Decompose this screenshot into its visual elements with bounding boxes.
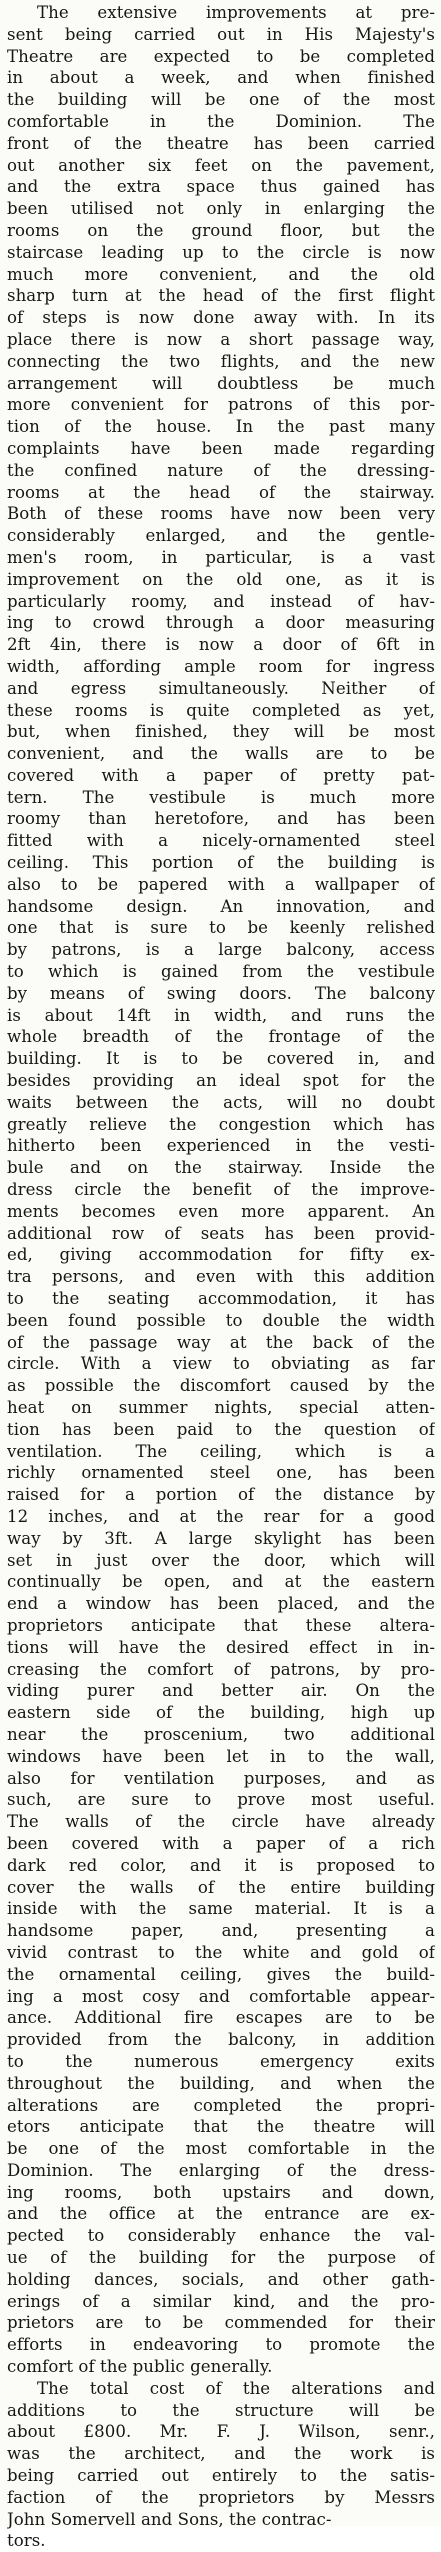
article-line: sharp turn at the head of the first flight [7,286,435,306]
article-line: ing rooms, both upstairs and down, [7,2182,435,2202]
article-line: creasing the comfort of patrons, by pro- [7,1659,435,1679]
article-line: eastern side of the building, high up [7,1703,435,1723]
article-line: rooms on the ground floor, but the [7,220,435,240]
article-line: the ornamental ceiling, gives the build- [7,1964,435,1984]
article-line: considerably enlarged, and the gentle- [7,526,435,546]
article-line: about £800. Mr. F. J. Wilson, senr., [7,2422,435,2442]
article-line: additions to the structure will be [7,2400,435,2420]
article-line: proprietors anticipate that these altera- [7,1615,435,1635]
article-line: been found possible to double the width [7,1310,435,1330]
article-line: by means of swing doors. The balcony [7,983,435,1003]
article-line: tors. [7,2531,46,2551]
article-line: to the seating accommodation, it has [7,1289,435,1309]
article-line: dark red color, and it is proposed to [7,1855,435,1875]
article-line: dress circle the benefit of the improve- [7,1180,435,1200]
article-line: tions will have the desired effect in in- [7,1637,435,1657]
article-line: pected to considerably enhance the val- [7,2226,435,2246]
article-line: comfortable in the Dominion. The [7,111,435,131]
article-line: out another six feet on the pavement, [7,155,435,175]
article-line: one that is sure to be keenly relished [7,918,435,938]
article-line: much more convenient, and the old [7,264,435,284]
article-line: greatly relieve the congestion which has [7,1114,435,1134]
article-line: complaints have been made regarding [7,438,435,458]
article-line: efforts in endeavoring to promote the [7,2335,435,2355]
article-line: The walls of the circle have already [7,1812,435,1832]
article-line: also to be papered with a wallpaper of [7,874,435,894]
article-line: ing to crowd through a door measuring [7,613,435,633]
article-line: raised for a portion of the distance by [7,1485,435,1505]
article-line: Both of these rooms have now been very [7,504,435,524]
article-line: erings of a similar kind, and the pro- [7,2291,435,2311]
article-line: staircase leading up to the circle is now [7,242,435,262]
article-line: to the numerous emergency exits [7,2051,435,2071]
article-line: of the passage way at the back of the [7,1332,435,1352]
article-line: tion has been paid to the question of [7,1419,435,1439]
article-line: way by 3ft. A large skylight has been [7,1528,435,1548]
article-line: the building will be one of the most [7,90,435,110]
article-line: windows have been let in to the wall, [7,1746,435,1766]
article-line: 12 inches, and at the rear for a good [7,1506,435,1526]
article-line: covered with a paper of pretty pat- [7,765,435,785]
article-line: ments becomes even more apparent. An [7,1201,435,1221]
article-line: being carried out entirely to the satis- [7,2466,435,2486]
article-line: ventilation. The ceiling, which is a [7,1441,435,1461]
article-line: be one of the most comfortable in the [7,2139,435,2159]
article-line: provided from the balcony, in addition [7,2030,435,2050]
article-line: by patrons, is a large balcony, access [7,940,435,960]
article-line: handsome design. An innovation, and [7,896,435,916]
article-line: 2ft 4in, there is now a door of 6ft in [7,635,435,655]
article-line: tern. The vestibule is much more [7,787,435,807]
article-line: front of the theatre has been carried [7,133,435,153]
article-line: connecting the two flights, and the new [7,351,435,371]
article-line: ed, giving accommodation for fifty ex- [7,1245,435,1265]
article-line: arrangement will doubtless be much [7,373,435,393]
article-line: building. It is to be covered in, and [7,1049,435,1069]
article-line: whole breadth of the frontage of the [7,1027,435,1047]
article-line: sent being carried out in His Majesty's [7,24,435,44]
article-line: in about a week, and when finished [7,68,435,88]
article-line: these rooms is quite completed as yet, [7,700,435,720]
article-line: alterations are completed the propri- [7,2095,435,2115]
article-line: men's room, in particular, is a vast [7,547,435,567]
article-line: etors anticipate that the theatre will [7,2117,435,2137]
article-line: and egress simultaneously. Neither of [7,678,435,698]
article-line: tion of the house. In the past many [7,417,435,437]
article-line: comfort of the public generally. [7,2357,273,2377]
article-line: been covered with a paper of a rich [7,1833,435,1853]
article-line: hitherto been experienced in the vesti- [7,1136,435,1156]
article-line: holding dances, socials, and other gath- [7,2269,435,2289]
article-line: handsome paper, and, presenting a [7,1921,435,1941]
article-line: near the proscenium, two additional [7,1724,435,1744]
article-line: particularly roomy, and instead of hav- [7,591,435,611]
article-line: width, affording ample room for ingress [7,656,435,676]
article-line: circle. With a view to obviating as far [7,1354,435,1374]
article-line: prietors are to be commended for their [7,2313,435,2333]
article-line: viding purer and better air. On the [7,1681,435,1701]
article-line: been utilised not only in enlarging the [7,199,435,219]
article-line: ceiling. This portion of the building is [7,853,435,873]
article-line: such, are sure to prove most useful. [7,1790,435,1810]
article-line: rooms at the head of the stairway. [7,482,435,502]
article-line: waits between the acts, will no doubt [7,1092,435,1112]
article-line: and the office at the entrance are ex- [7,2204,435,2224]
article-line: ance. Additional fire escapes are to be [7,2008,435,2028]
article-line: of steps is now done away with. In its [7,308,435,328]
article-line: Dominion. The enlarging of the dress- [7,2160,435,2180]
article-line: richly ornamented steel one, has been [7,1463,435,1483]
article-line: was the architect, and the work is [7,2444,435,2464]
article-line: to which is gained from the vestibule [7,962,435,982]
article-line: more convenient for patrons of this por- [7,395,435,415]
article-line: inside with the same material. It is a [7,1899,435,1919]
article-line: place there is now a short passage way, [7,329,435,349]
article-line: is about 14ft in width, and runs the [7,1005,435,1025]
article-line: also for ventilation purposes, and as [7,1768,435,1788]
article-line: and the extra space thus gained has [7,177,435,197]
article-line: set in just over the door, which will [7,1550,435,1570]
article-line: improvement on the old one, as it is [7,569,435,589]
article-line: bule and on the stairway. Inside the [7,1158,435,1178]
article-line: John Somervell and Sons, the contrac- [7,2509,332,2529]
article-line: ue of the building for the purpose of [7,2248,435,2268]
article-line: fitted with a nicely-ornamented steel [7,831,435,851]
article-line: vivid contrast to the white and gold of [7,1942,435,1962]
article-line: but, when finished, they will be most [7,722,435,742]
article-line: roomy than heretofore, and has been [7,809,435,829]
article-line: The total cost of the alterations and [37,2378,435,2398]
article-line: faction of the proprietors by Messrs [7,2487,435,2507]
article-line: besides providing an ideal spot for the [7,1071,435,1091]
article-line: Theatre are expected to be completed [7,46,435,66]
article-line: The extensive improvements at pre- [37,3,435,22]
article-line: the confined nature of the dressing- [7,460,435,480]
article-line: tra persons, and even with this addition [7,1267,435,1287]
article-line: additional row of seats has been provid- [7,1223,435,1243]
article-line: cover the walls of the entire building [7,1877,435,1897]
article-line: end a window has been placed, and the [7,1594,435,1614]
article-line: convenient, and the walls are to be [7,744,435,764]
article-line: throughout the building, and when the [7,2073,435,2093]
article-line: ing a most cosy and comfortable appear- [7,1986,435,2006]
article-line: continually be open, and at the eastern [7,1572,435,1592]
article-line: as possible the discomfort caused by the [7,1376,435,1396]
article-line: heat on summer nights, special atten- [7,1398,435,1417]
